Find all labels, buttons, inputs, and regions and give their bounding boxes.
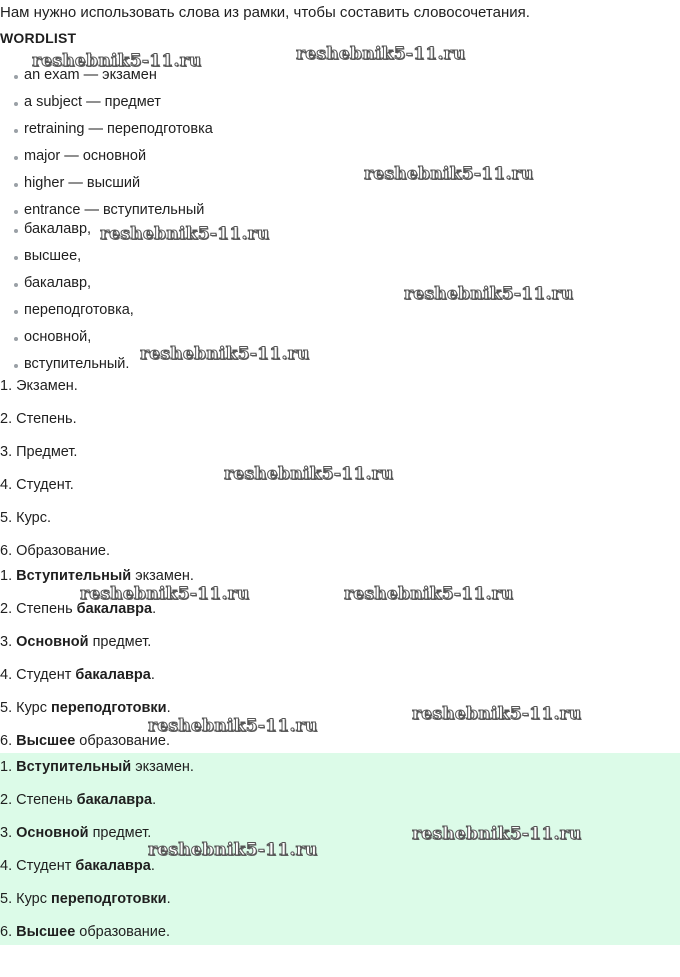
wordlist-item: an exam — экзамен [14,67,157,83]
answer-line: 6. Высшее образование. [0,733,170,749]
wordlist-item: бакалавр, [14,221,91,237]
wordlist-item: higher — высший [14,175,140,191]
watermark: reshebnik5-11.ru [296,44,466,64]
answer-highlight-box [0,753,680,945]
answer-line: 6. Высшее образование. [0,924,170,940]
wordlist-item: бакалавр, [14,275,91,291]
wordlist-item: entrance — вступительный [14,202,204,218]
answer-line: 3. Основной предмет. [0,634,152,650]
noun-item: 3. Предмет. [0,444,78,460]
watermark: reshebnik5-11.ru [412,704,582,724]
watermark: reshebnik5-11.ru [80,584,250,604]
answer-line: 5. Курс переподготовки. [0,700,171,716]
watermark: reshebnik5-11.ru [364,164,534,184]
noun-item: 6. Образование. [0,543,111,559]
answer-line: 4. Студент бакалавра. [0,858,155,874]
noun-item: 5. Курс. [0,510,51,526]
watermark: reshebnik5-11.ru [100,224,270,244]
wordlist-item: retraining — переподготовка [14,121,213,137]
answer-line: 3. Основной предмет. [0,825,152,841]
task-instruction: Нам нужно использовать слова из рамки, чтобы составить словосочетания. [0,4,530,21]
wordlist-item: высшее, [14,248,81,264]
noun-item: 2. Степень. [0,411,77,427]
answer-line: 1. Вступительный экзамен. [0,759,194,775]
wordlist-item: переподготовка, [14,302,134,318]
answer-line: 1. Вступительный экзамен. [0,568,194,584]
answer-line: 5. Курс переподготовки. [0,891,171,907]
wordlist-item: a subject — предмет [14,94,161,110]
answer-line: 2. Степень бакалавра. [0,792,157,808]
answer-line: 4. Студент бакалавра. [0,667,155,683]
watermark: reshebnik5-11.ru [140,344,310,364]
wordlist-item: вступительный. [14,356,129,372]
watermark: reshebnik5-11.ru [224,464,394,484]
watermark: reshebnik5-11.ru [404,284,574,304]
watermark: reshebnik5-11.ru [148,716,318,736]
wordlist-item: основной, [14,329,91,345]
watermark: reshebnik5-11.ru [412,824,582,844]
noun-item: 1. Экзамен. [0,378,78,394]
watermark: reshebnik5-11.ru [32,51,202,71]
answer-line: 2. Степень бакалавра. [0,601,157,617]
watermark: reshebnik5-11.ru [344,584,514,604]
wordlist-title: WORDLIST [0,30,77,46]
watermark: reshebnik5-11.ru [148,840,318,860]
wordlist-item: major — основной [14,148,146,164]
noun-item: 4. Студент. [0,477,74,493]
